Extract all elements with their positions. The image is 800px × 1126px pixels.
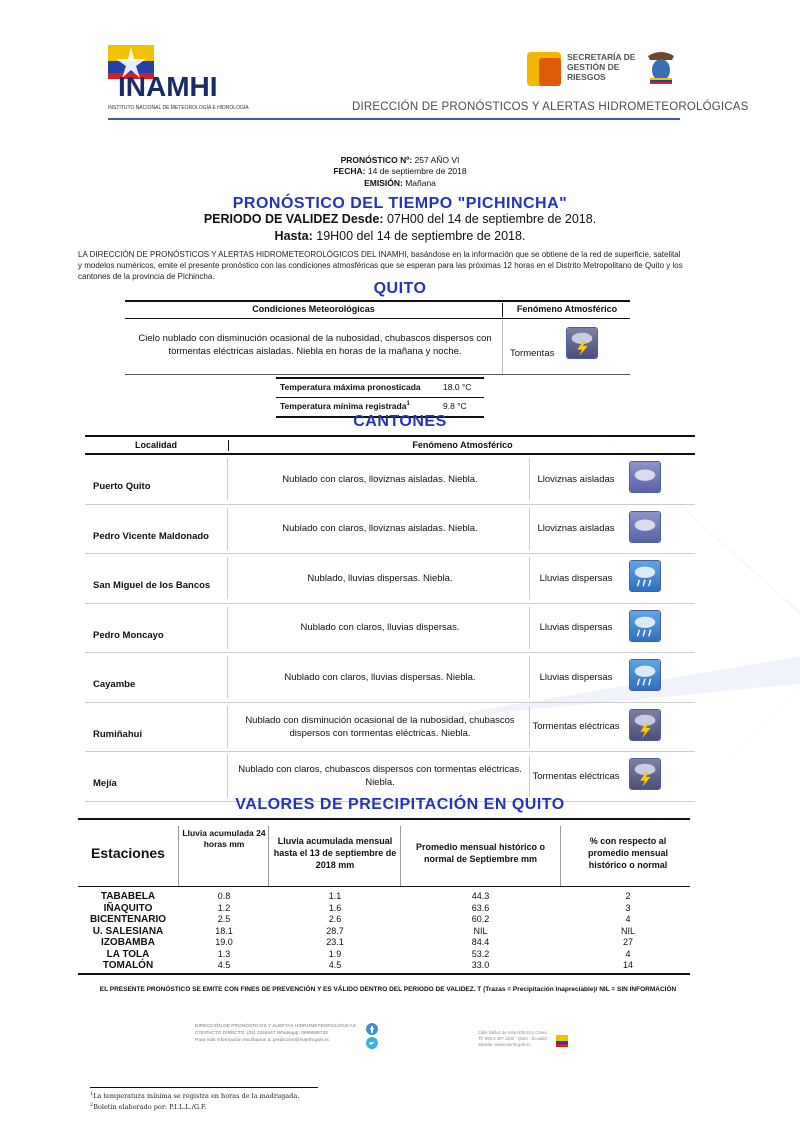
- footnote-2-number: 2: [90, 1102, 94, 1108]
- footnote-1-number: 1: [90, 1091, 94, 1097]
- precip-col-percent: % con respecto al promedio mensual histórico o normal: [587, 836, 668, 870]
- validity-from-label: PERIODO DE VALIDEZ Desde:: [203, 212, 384, 226]
- precip-percent-value: 2: [625, 891, 631, 901]
- canton-row-separator: [529, 706, 530, 748]
- drizzle-icon: [629, 511, 661, 543]
- precip-header-sep-2: [268, 826, 269, 886]
- precip-24h-value: 0.8: [217, 891, 231, 901]
- canton-locality: Cayambe: [93, 679, 136, 690]
- canton-phenomenon: Lloviznas aisladas: [537, 473, 615, 485]
- forecast-date-value: 14 de septiembre de 2018: [367, 166, 467, 176]
- validity-from: [0, 212, 800, 226]
- quito-conditions-text: Cielo nublado con disminución ocasional de la nubosidad, chubascos dispersos con tormentas eléctricas aisladas. Niebla en horas de la mañana y noche.: [138, 333, 492, 357]
- precip-24h-value: 1.3: [217, 948, 231, 959]
- canton-row-separator: [529, 508, 530, 550]
- forecast-number-value: 257 AÑO VI: [414, 155, 460, 165]
- sgr-logo-mark-inner: [539, 58, 561, 86]
- precip-percent-value: 27: [622, 937, 633, 947]
- precip-station: TOMALÓN: [102, 960, 154, 971]
- ecuador-flag-icon: [556, 1035, 568, 1047]
- canton-row: [85, 505, 695, 555]
- precip-24h-value: 19.0: [215, 937, 233, 947]
- precipitation-row: [78, 926, 690, 938]
- forecast-emission: [0, 178, 800, 188]
- precip-24h-value: 2.5: [217, 914, 231, 924]
- precip-percent-value: 3: [625, 902, 631, 913]
- canton-description: Nublado con claros, lluvias dispersas.: [300, 622, 460, 633]
- footer-address-line-1: Calle Núñez de Vela N36-15 y Corea: [478, 1030, 547, 1035]
- precip-station: IÑAQUITO: [103, 902, 153, 914]
- precip-header-sep-4: [560, 826, 561, 886]
- precipitation-row: [78, 903, 690, 915]
- sgr-logo-name: SECRETARÍA DE GESTIÓN DE RIESGOS: [567, 52, 636, 82]
- canton-row: [85, 653, 695, 703]
- precip-month-value: 1.9: [328, 948, 342, 959]
- precip-month-value: 4.5: [328, 960, 342, 970]
- intro-paragraph: LA DIRECCIÓN DE PRONÓSTICOS Y ALERTAS HIDROMETEOROLÓGICOS DEL INAMHI, basándose en la información que se obtiene de la red de superficie, satelital y modelos numéricos, emite el presente pronóstico con las condiciones atmosféricas que se esperan para las próximas 12 horas en el Distrito Metropolitano de Quito y los cantones de la provincia de Pichincha.: [78, 250, 683, 281]
- rain-icon: [629, 560, 661, 592]
- canton-row: [85, 703, 695, 753]
- temp-min-label-wrap: [280, 401, 410, 411]
- precip-24h-value: 4.5: [217, 960, 231, 970]
- quito-column-separator: [502, 320, 503, 374]
- precip-normal-value: 53.2: [471, 948, 490, 959]
- thunderstorm-icon: [629, 709, 661, 741]
- precip-normal-value: 44.3: [471, 891, 490, 901]
- cantones-header-separator: [228, 440, 229, 451]
- quito-table-bottom-rule: [125, 374, 630, 375]
- canton-description: Nublado con claros, lluvias dispersas. Niebla.: [284, 671, 476, 683]
- precip-month-value: 1.6: [328, 902, 342, 913]
- validity-from-value: 07H00 del 14 de septiembre de 2018.: [386, 212, 597, 226]
- precip-station: BICENTENARIO: [89, 914, 167, 925]
- canton-row-separator: [227, 656, 228, 698]
- canton-description: Nublado, lluvias dispersas. Niebla.: [307, 572, 453, 584]
- canton-description: Nublado con claros, chubascos dispersos con tormentas eléctricas. Niebla.: [238, 764, 522, 788]
- canton-row-separator: [529, 557, 530, 599]
- validity-to: [0, 229, 800, 243]
- forecast-date-label: FECHA:: [333, 166, 366, 176]
- quito-phenomenon-text: Tormentas: [510, 348, 555, 359]
- cantones-rows: [85, 455, 695, 802]
- precip-normal-value: 84.4: [471, 937, 490, 947]
- inamhi-logo: [108, 45, 258, 111]
- canton-row-separator: [529, 607, 530, 649]
- precip-24h-value: 1.2: [217, 902, 231, 913]
- precip-normal-value: 63.6: [471, 902, 490, 913]
- forecast-emission-label: EMISIÓN:: [364, 178, 403, 188]
- footnote-2: [90, 1102, 206, 1111]
- canton-phenomenon: Lluvias dispersas: [539, 671, 613, 683]
- inamhi-logo-subtitle: INSTITUTO NACIONAL DE METEOROLOGÍA E HIDROLOGÍA: [108, 105, 249, 111]
- canton-locality: Pedro Moncayo: [93, 629, 164, 641]
- canton-description: Nublado con disminución ocasional de la nubosidad, chubascos dispersos con tormentas eléctricas. Niebla.: [245, 714, 515, 739]
- temperature-box: [276, 377, 484, 418]
- precip-station: TABABELA: [100, 891, 156, 902]
- cantones-section-title: CANTONES: [353, 413, 447, 430]
- canton-phenomenon: Tormentas eléctricas: [532, 721, 620, 732]
- canton-row-separator: [227, 508, 228, 550]
- footnote-2-text: Boletín elaborado por: P.I.L.L./G.F.: [93, 1103, 207, 1112]
- canton-locality: Puerto Quito: [93, 481, 151, 492]
- precipitation-row: [78, 914, 690, 926]
- quito-col-conditions: Condiciones Meteorológicas: [252, 304, 375, 314]
- footer-contact: [195, 1023, 370, 1044]
- canton-row-separator: [529, 755, 530, 797]
- footer-contact-line-3: Para más información escribanos a: prediccion@inamhi.gob.ec: [195, 1038, 330, 1043]
- precip-col-normal: Promedio mensual histórico o normal de Septiembre mm: [415, 842, 546, 864]
- precip-percent-value: 4: [625, 948, 631, 959]
- cantones-col-locality: Localidad: [134, 440, 177, 450]
- precipitation-header: [78, 820, 690, 886]
- precip-col-station: Estaciones: [91, 845, 165, 861]
- temp-max-label: Temperatura máxima pronosticada: [280, 382, 421, 392]
- precip-normal-value: NIL: [473, 925, 488, 936]
- disclaimer-text: EL PRESENTE PRONÓSTICO SE EMITE CON FINES DE PREVENCIÓN Y ES VÁLIDO DENTRO DEL PERIODO DE VALIDEZ. T (Trazas = Precipitación Inapreciable)/ NIL = SIN INFORMACIÓN: [99, 986, 677, 993]
- precip-month-value: 28.7: [326, 925, 344, 936]
- thunderstorm-icon: [566, 327, 598, 359]
- quito-table-top-rule: [125, 300, 630, 302]
- footer-address: [478, 1030, 568, 1048]
- ecuador-shield-icon: [644, 50, 678, 86]
- precip-percent-value: 4: [625, 914, 631, 924]
- forecast-number-label: PRONÓSTICO Nº:: [340, 155, 413, 165]
- canton-locality: San Miguel de los Bancos: [93, 580, 211, 591]
- quito-col-phenomenon: Fenómeno Atmosférico: [516, 304, 618, 314]
- twitter-icon[interactable]: [366, 1037, 378, 1049]
- rain-icon: [629, 610, 661, 642]
- footnote-1-text: La temperatura mínima se registra en horas de la madrugada.: [93, 1092, 300, 1101]
- sgr-logo: [527, 50, 637, 90]
- precipitation-table: [78, 818, 690, 975]
- canton-locality: Rumiñahui: [93, 728, 143, 740]
- precip-month-value: 1.1: [328, 891, 342, 901]
- quito-section-title: QUITO: [373, 280, 427, 297]
- canton-description: Nublado con claros, lloviznas aisladas. Niebla.: [282, 523, 478, 534]
- canton-row: [85, 604, 695, 654]
- canton-phenomenon: Lluvias dispersas: [539, 572, 613, 584]
- precip-month-value: 2.6: [328, 914, 342, 924]
- forecast-date: [0, 166, 800, 176]
- precipitation-rows: [78, 887, 690, 972]
- canton-phenomenon: Lluvias dispersas: [539, 622, 613, 633]
- temp-max-row: [276, 379, 484, 397]
- forecast-number: [0, 155, 800, 165]
- precipitation-row: [78, 891, 690, 903]
- canton-row-separator: [529, 656, 530, 698]
- canton-row: [85, 554, 695, 604]
- thunderstorm-icon: [629, 758, 661, 790]
- precip-header-sep-3: [400, 826, 401, 886]
- precip-month-value: 23.1: [326, 937, 344, 947]
- temp-min-value: 9.8 °C: [443, 401, 467, 411]
- department-heading: DIRECCIÓN DE PRONÓSTICOS Y ALERTAS HIDROMETEOROLÓGICAS: [352, 101, 749, 113]
- canton-row-separator: [227, 607, 228, 649]
- temp-min-label: Temperatura mínima registrada: [280, 401, 407, 411]
- cantones-col-phenomenon: Fenómeno Atmosférico: [412, 440, 513, 450]
- facebook-icon[interactable]: [366, 1023, 378, 1035]
- rain-icon: [629, 659, 661, 691]
- canton-row: [85, 455, 695, 505]
- precip-percent-value: NIL: [620, 925, 635, 936]
- footer-address-line-3: website: www.inamhi.gob.ec: [478, 1042, 531, 1047]
- cantones-table: [85, 435, 695, 802]
- validity-to-value: 19H00 del 14 de septiembre de 2018.: [316, 229, 526, 243]
- precip-normal-value: 33.0: [471, 960, 490, 970]
- precip-station: LA TOLA: [106, 948, 150, 960]
- footnote-1: [90, 1091, 299, 1100]
- drizzle-icon: [629, 461, 661, 493]
- precip-col-24h: Lluvia acumulada 24 horas mm: [182, 828, 266, 849]
- precipitation-bottom-rule: [78, 973, 690, 975]
- canton-phenomenon: Tormentas eléctricas: [532, 770, 620, 782]
- precip-station: U. SALESIANA: [92, 925, 164, 937]
- precip-24h-value: 18.1: [215, 925, 233, 936]
- canton-row-separator: [227, 706, 228, 748]
- precip-station: IZOBAMBA: [101, 937, 155, 948]
- canton-row-separator: [529, 458, 530, 500]
- footer-contact-line-1: DIRECCIÓN DE PRONÓSTICOS Y ALERTAS HIDROMETEOROLÓGICAS: [195, 1024, 356, 1029]
- canton-row-separator: [227, 755, 228, 797]
- precipitation-row: [78, 937, 690, 949]
- canton-description: Nublado con claros, lloviznas aisladas. Niebla.: [282, 473, 478, 485]
- precip-header-sep-1: [178, 826, 179, 886]
- inamhi-logo-name: INAMHI: [118, 71, 218, 102]
- header-divider: [108, 118, 680, 120]
- canton-locality: Mejía: [93, 778, 117, 789]
- footnote-rule: [90, 1087, 318, 1088]
- precip-percent-value: 14: [622, 960, 633, 970]
- precip-col-month: Lluvia acumulada mensual hasta el 13 de septiembre de 2018 mm: [273, 836, 397, 870]
- forecast-title: PRONÓSTICO DEL TIEMPO "PICHINCHA": [232, 195, 568, 212]
- canton-row: [85, 752, 695, 802]
- canton-phenomenon: Lloviznas aisladas: [537, 523, 615, 534]
- validity-to-label: Hasta:: [274, 229, 313, 243]
- precipitation-section-title: VALORES DE PRECIPITACIÓN EN QUITO: [235, 796, 565, 813]
- precip-normal-value: 60.2: [471, 914, 490, 924]
- footer-contact-line-2: CONTACTO DIRECTO: (02) 3346447 Whatsapp: 0999068733: [195, 1031, 328, 1036]
- quito-table-header-rule: [125, 318, 630, 319]
- quito-header-separator: [502, 303, 503, 317]
- temp-min-footnote-mark: 1: [406, 401, 410, 408]
- canton-row-separator: [227, 458, 228, 500]
- precipitation-row: [78, 949, 690, 961]
- canton-row-separator: [227, 557, 228, 599]
- cantones-header: [85, 437, 695, 453]
- canton-locality: Pedro Vicente Maldonado: [93, 530, 209, 542]
- precipitation-row: [78, 960, 690, 972]
- forecast-emission-value: Mañana: [405, 178, 436, 188]
- footer-address-line-2: Tlf: 593-2 397 1100 · Quito - Ecuador: [478, 1036, 548, 1041]
- temp-max-value: 18.0 °C: [443, 382, 472, 392]
